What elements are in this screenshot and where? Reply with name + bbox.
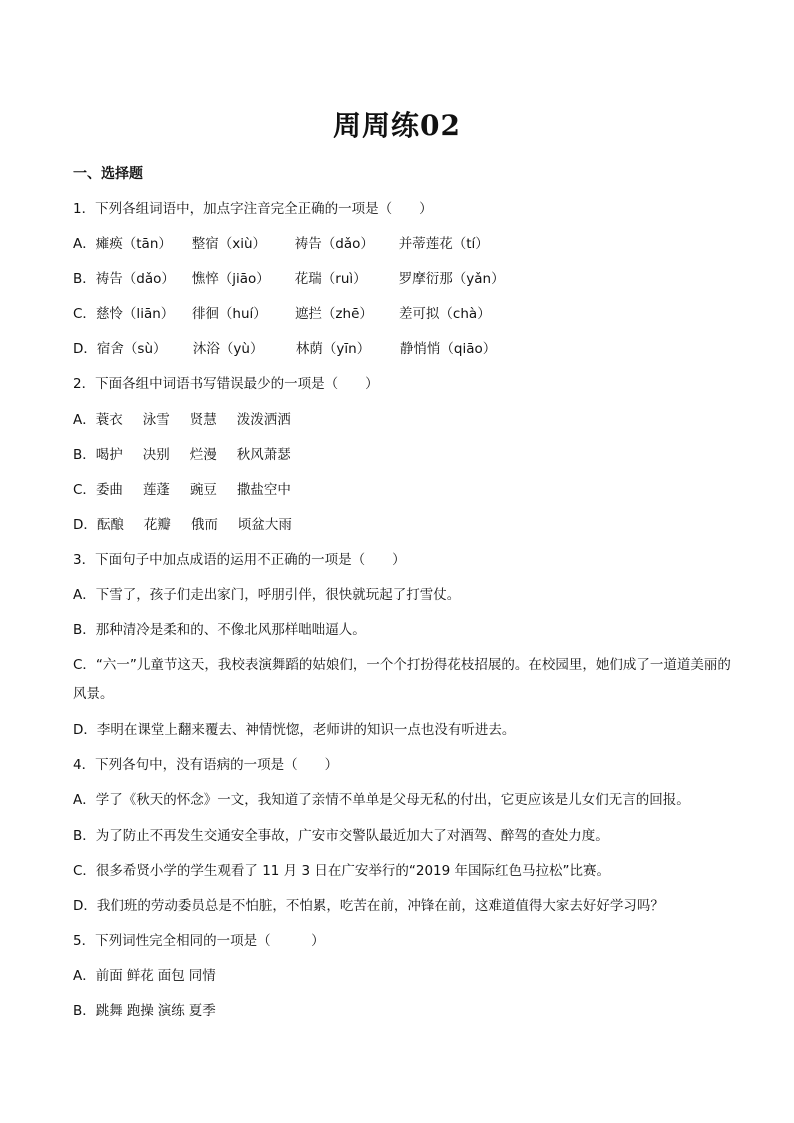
option-word: 祷告（dǎo） bbox=[95, 271, 175, 288]
question-1-option-b bbox=[73, 269, 733, 289]
question-1-option-c bbox=[73, 304, 733, 324]
option-word: 差可拟（chà） bbox=[398, 306, 491, 323]
question-5-stem: 5．下列词性完全相同的一项是（ ） bbox=[73, 932, 325, 949]
option-word: 慈怜（liān） bbox=[95, 306, 175, 323]
option-word: 徘徊（huí） bbox=[191, 306, 267, 323]
question-5-option-a bbox=[73, 966, 733, 986]
section-heading: 一、选择题 bbox=[73, 166, 143, 182]
question-4-option-d: D．我们班的劳动委员总是不怕脏，不怕累，吃苦在前，冲锋在前，这难道值得大家去好好学习吗？ bbox=[73, 897, 664, 914]
option-word: 同情 bbox=[188, 967, 216, 984]
option-word: 喝护 bbox=[95, 446, 123, 463]
option-word: 俄而 bbox=[190, 516, 218, 533]
option-word: 祷告（dǎo） bbox=[294, 236, 374, 253]
option-label: C． bbox=[73, 481, 96, 498]
option-label: D． bbox=[73, 516, 97, 533]
question-3-option-b: B．那种清冷是柔和的、不像北风那样咄咄逼人。 bbox=[73, 622, 366, 639]
question-1-option-d bbox=[73, 339, 733, 359]
option-word: 瘫痪（tān） bbox=[95, 236, 172, 253]
option-word: 酝酿 bbox=[96, 516, 124, 533]
option-word: 演练 bbox=[157, 1002, 185, 1019]
option-word: 沐浴（yù） bbox=[192, 341, 264, 358]
option-label: A． bbox=[73, 411, 96, 428]
option-word: 面包 bbox=[157, 967, 185, 984]
option-word: 秋风萧瑟 bbox=[236, 446, 291, 463]
option-word: 委曲 bbox=[95, 481, 123, 498]
question-2-option-a bbox=[73, 410, 733, 430]
option-word: 贤慧 bbox=[189, 411, 217, 428]
question-3-option-a: A．下雪了，孩子们走出家门，呼朋引伴，很快就玩起了打雪仗。 bbox=[73, 587, 461, 604]
question-3-option-c: C．“六一”儿童节这天，我校表演舞蹈的姑娘们，一个个打扮得花枝招展的。在校园里，她们成了一道道美丽的风景。 bbox=[73, 657, 731, 703]
question-4-stem: 4．下列各句中，没有语病的一项是（ ） bbox=[73, 757, 339, 774]
option-word: 憔悴（jiāo） bbox=[191, 271, 270, 288]
question-2-option-d bbox=[73, 515, 733, 535]
option-word: 宿舍（sù） bbox=[96, 341, 167, 358]
option-word: 花瓣 bbox=[143, 516, 171, 533]
option-word: 夏季 bbox=[188, 1002, 216, 1019]
option-label: B． bbox=[73, 271, 96, 288]
option-word: 前面 bbox=[95, 967, 123, 984]
option-label: A． bbox=[73, 967, 96, 984]
option-label: D． bbox=[73, 341, 97, 358]
option-word: 撒盐空中 bbox=[236, 481, 291, 498]
question-3-option-d: D．李明在课堂上翻来覆去、神情恍惚，老师讲的知识一点也没有听进去。 bbox=[73, 722, 516, 739]
page-title: 周周练02 bbox=[333, 109, 461, 142]
question-2-stem: 2．下面各组中词语书写错误最少的一项是（ ） bbox=[73, 376, 379, 393]
option-word: 决别 bbox=[142, 446, 170, 463]
option-word: 林荫（yīn） bbox=[295, 341, 371, 358]
option-word: 跑操 bbox=[126, 1002, 154, 1019]
option-word: 顷盆大雨 bbox=[237, 516, 292, 533]
option-word: 罗摩衍那（yǎn） bbox=[398, 271, 505, 288]
option-word: 莲蓬 bbox=[142, 481, 170, 498]
question-2-option-c bbox=[73, 480, 733, 500]
option-word: 豌豆 bbox=[189, 481, 217, 498]
question-4-option-b: B．为了防止不再发生交通安全事故，广安市交警队最近加大了对酒驾、醉驾的查处力度。 bbox=[73, 827, 609, 844]
option-word: 跳舞 bbox=[95, 1002, 123, 1019]
question-4-option-a: A．学了《秋天的怀念》一文，我知道了亲情不单单是父母无私的付出，它更应该是儿女们无言的回报。 bbox=[73, 792, 690, 809]
option-label: A． bbox=[73, 236, 96, 253]
question-2-option-b bbox=[73, 445, 733, 465]
option-word: 鲜花 bbox=[126, 967, 154, 984]
option-word: 花瑞（ruì） bbox=[294, 271, 367, 288]
question-1-stem: 1．下列各组词语中，加点字注音完全正确的一项是（ ） bbox=[73, 201, 433, 217]
option-word: 泳雪 bbox=[142, 411, 170, 428]
option-label: B． bbox=[73, 1002, 96, 1019]
question-3-stem: 3．下面句子中加点成语的运用不正确的一项是（ ） bbox=[73, 551, 406, 568]
option-word: 遮拦（zhē） bbox=[294, 306, 373, 323]
option-word: 泼泼洒洒 bbox=[236, 411, 291, 428]
option-label: C． bbox=[73, 306, 96, 323]
question-1-option-a bbox=[73, 234, 733, 254]
question-5-option-b bbox=[73, 1001, 733, 1021]
option-word: 静悄悄（qiāo） bbox=[399, 341, 497, 358]
option-word: 整宿（xiù） bbox=[191, 236, 267, 253]
option-word: 并蒂莲花（tí） bbox=[398, 236, 489, 253]
option-word: 烂漫 bbox=[189, 446, 217, 463]
question-4-option-c: C．很多希贤小学的学生观看了 11 月 3 日在广安举行的“2019 年国际红色马拉松”比赛。 bbox=[73, 862, 610, 879]
question-list bbox=[73, 199, 733, 1036]
option-word: 蓑衣 bbox=[95, 411, 123, 428]
option-label: B． bbox=[73, 446, 96, 463]
